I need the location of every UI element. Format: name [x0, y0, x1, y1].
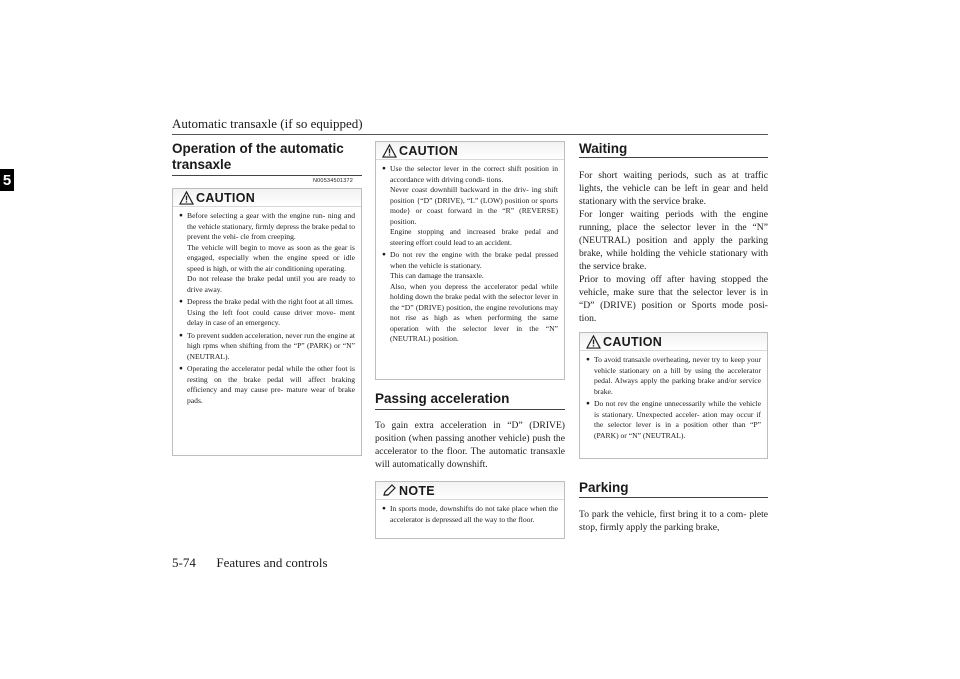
section-rule: [375, 409, 565, 410]
note-label: NOTE: [399, 483, 435, 498]
list-item: ● In sports mode, downshifts do not take place when the accelerator is depressed all the way to the floor.: [382, 504, 558, 525]
note-box: [375, 481, 565, 539]
passing-paragraph: To gain extra acceleration in “D” (DRIVE) position (when passing another vehicle) push the accelerator to the floor. The automatic transaxle will automatically downshift.: [375, 420, 565, 470]
heading-line: transaxle: [172, 157, 232, 172]
waiting-paragraphs: For short waiting periods, such as at traffic lights, the vehicle can be left in gear and held stationary with the service brake. For longer waiting periods with the engine running, place the selector lever in the “N” (NEUTRAL) position and apply the parking brake, while holding the vehicle stationary with the service brake. Prior to moving off after having stopped the vehicle, make sure that the selector lever is in “D” (DRIVE) position or Sports mode posi- tion.: [579, 170, 768, 324]
list-item: ● To prevent sudden acceleration, never run the engine at high rpms when shifting from the “P” (PARK) or “N” (NEUTRAL).: [179, 331, 355, 363]
warning-triangle-icon: [586, 335, 601, 349]
caution-label: CAUTION: [196, 190, 256, 205]
section-heading-parking: Parking: [579, 480, 629, 495]
section-operation: [172, 141, 362, 173]
section-rule: [579, 157, 768, 158]
section-rule: [579, 497, 768, 498]
list-item: ● Depress the brake pedal with the right foot at all times. Using the left foot could cause driver move- ment delay in case of an emergency.: [179, 297, 355, 329]
footer-section-title: Features and controls: [216, 555, 328, 570]
caution-label: CAUTION: [603, 334, 663, 349]
page-footer: [172, 555, 328, 571]
caution-list: [586, 355, 761, 441]
section-heading-waiting: Waiting: [579, 141, 628, 156]
note-header: [376, 482, 564, 500]
caution-list: [382, 164, 558, 345]
caution-label: CAUTION: [399, 143, 459, 158]
parking-paragraph: To park the vehicle, first bring it to a com- plete stop, firmly apply the parking brake,: [579, 509, 768, 533]
list-item: ● Do not rev the engine with the brake pedal pressed when the vehicle is stationary. This can damage the transaxle. Also, when you depress the accelerator pedal while holding down the brake pedal with the selector lever in the “D” (DRIVE) position, the engine revolutions may not rise as high as when performing the same operation with the selector lever in the “N” (NEUTRAL) position.: [382, 250, 558, 345]
page-number: 5-74: [172, 555, 196, 570]
list-item: ● Do not rev the engine unnecessarily while the vehicle is stationary. Unexpected acceler- ation may occur if the selector lever is in a position other than “P” (PARK) or “N” (NEUTRAL).: [586, 399, 761, 441]
page-header-title: Automatic transaxle (if so equipped): [172, 116, 363, 131]
chapter-tab: 5: [0, 169, 14, 191]
warning-triangle-icon: [179, 191, 194, 205]
pencil-note-icon: [382, 484, 396, 498]
caution-box: [579, 332, 768, 459]
section-rule: [172, 175, 362, 176]
list-item: ● Before selecting a gear with the engine run- ning and the vehicle stationary, firmly depress the brake pedal to prevent the vehi- cle from creeping. The vehicle will begin to move as soon as the gear is engaged, especially when the engine speed or idle speed is high, or with the air conditioning operating. Do not release the brake pedal until you are ready to drive away.: [179, 211, 355, 295]
reference-code: N00534501372: [313, 178, 354, 184]
section-heading-operation: [172, 141, 362, 173]
heading-line: Operation of the automatic: [172, 141, 344, 156]
list-item: ● Operating the accelerator pedal while the other foot is resting on the brake pedal will affect braking efficiency and may cause pre- mature wear of brake pads.: [179, 364, 355, 406]
caution-box: [375, 141, 565, 380]
caution-header: [173, 189, 361, 207]
note-list: [382, 504, 558, 525]
list-item: ● To avoid transaxle overheating, never try to keep your vehicle stationary on a hill by using the accelerator pedal. Always apply the parking brake and/or service brake.: [586, 355, 761, 397]
caution-header: [376, 142, 564, 160]
warning-triangle-icon: [382, 144, 397, 158]
header-rule: [172, 134, 768, 135]
caution-list: [179, 211, 355, 406]
section-heading-passing: Passing acceleration: [375, 391, 510, 406]
caution-box: [172, 188, 362, 456]
caution-header: [580, 333, 767, 351]
list-item: ● Use the selector lever in the correct shift position in accordance with driving condi- tions. Never coast downhill backward in the driv- ing shift position {“D” (DRIVE), “L” (LOW) position or sports mode} or coast forward in the “R” (REVERSE) position. Engine stopping and increased brake pedal and steering effort could lead to an accident.: [382, 164, 558, 248]
